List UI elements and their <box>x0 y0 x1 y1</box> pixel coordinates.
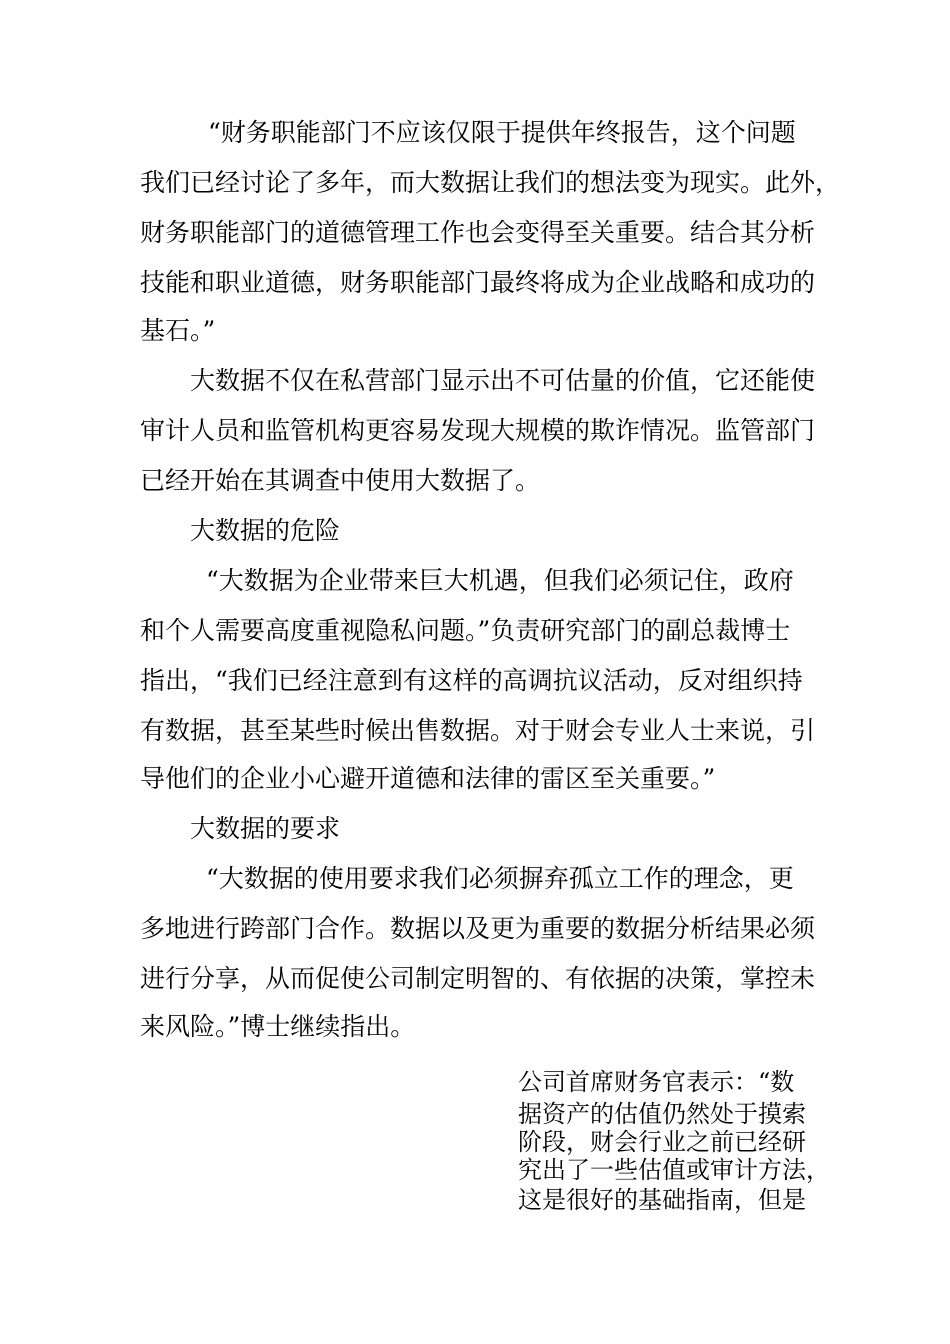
paragraph-line: 和个人需要高度重视隐私问题。”负责研究部门的副总裁博士 <box>140 616 791 645</box>
paragraph-line: 指出，“我们已经注意到有这样的高调抗议活动，反对组织持 <box>140 666 803 695</box>
paragraph-line: 财务职能部门的道德管理工作也会变得至关重要。结合其分析 <box>140 218 816 247</box>
paragraph-line: 基石。” <box>140 316 216 345</box>
paragraph-line: 多地进行跨部门合作。数据以及更为重要的数据分析结果必须 <box>140 914 816 943</box>
paragraph-line: 进行分享，从而促使公司制定明智的、有依据的决策，掌控未 <box>140 964 816 993</box>
side-paragraph-line: 阶段，财会行业之前已经研 <box>518 1128 806 1156</box>
side-paragraph-line: 这是很好的基础指南，但是 <box>518 1186 806 1214</box>
side-paragraph-line: 究出了一些估值或审计方法， <box>518 1156 830 1184</box>
side-paragraph-line: 据资产的估值仍然处于摸索 <box>518 1100 806 1128</box>
paragraph-line: 我们已经讨论了多年，而大数据让我们的想法变为现实。此外， <box>140 168 841 197</box>
paragraph-line: 审计人员和监管机构更容易发现大规模的欺诈情况。监管部门 <box>140 416 816 445</box>
paragraph-line: “大数据为企业带来巨大机遇，但我们必须记住，政府 <box>206 566 794 595</box>
side-paragraph-line: 公司首席财务官表示：“数 <box>518 1068 795 1096</box>
paragraph-line: “大数据的使用要求我们必须摒弃孤立工作的理念，更 <box>206 864 794 893</box>
paragraph-line: 有数据，甚至某些时候出售数据。对于财会专业人士来说，引 <box>140 716 816 745</box>
paragraph-line: 导他们的企业小心避开道德和法律的雷区至关重要。” <box>140 764 716 793</box>
paragraph-line: 已经开始在其调查中使用大数据了。 <box>140 466 541 495</box>
paragraph-line: 来风险。”博士继续指出。 <box>140 1012 416 1041</box>
paragraph-line: 大数据不仅在私营部门显示出不可估量的价值，它还能使 <box>190 366 816 395</box>
section-heading-risk: 大数据的危险 <box>190 516 341 545</box>
paragraph-line: 技能和职业道德，财务职能部门最终将成为企业战略和成功的 <box>140 268 816 297</box>
paragraph-line: “财务职能部门不应该仅限于提供年终报告，这个问题 <box>208 118 796 147</box>
section-heading-requirements: 大数据的要求 <box>190 814 341 843</box>
